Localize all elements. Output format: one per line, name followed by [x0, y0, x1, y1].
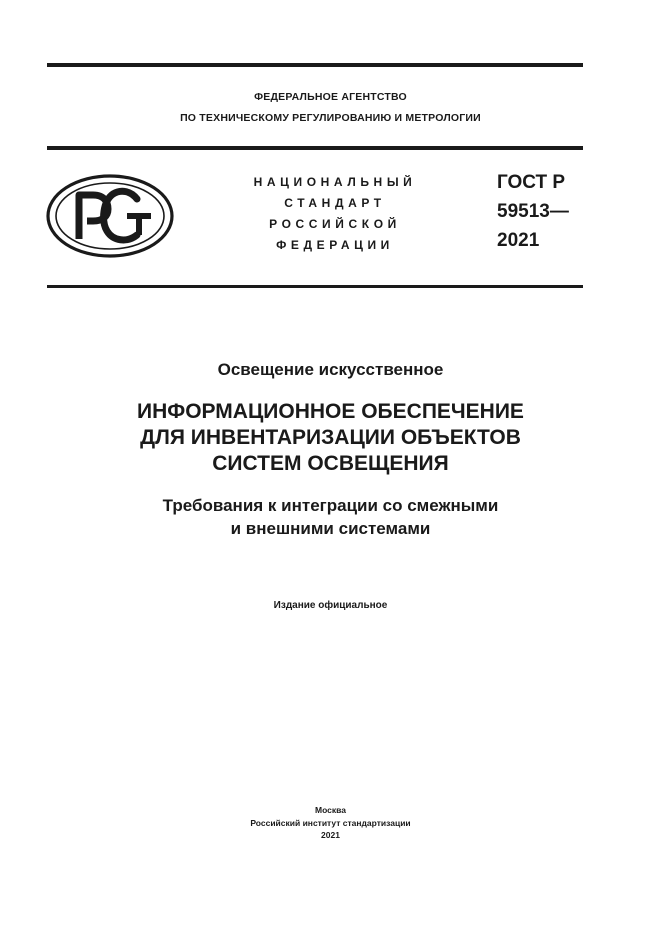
- header-rule: [47, 146, 583, 150]
- title-line-3: СИСТЕМ ОСВЕЩЕНИЯ: [212, 452, 449, 475]
- designation-line-1: ГОСТ Р: [497, 172, 566, 193]
- natstd-line-1: НАЦИОНАЛЬНЫЙ: [253, 175, 417, 189]
- agency-line-1: ФЕДЕРАЛЬНОЕ АГЕНТСТВО: [254, 91, 407, 103]
- designation-line-2: 59513—: [497, 201, 569, 222]
- natstd-line-4: ФЕДЕРАЦИИ: [276, 238, 394, 252]
- publisher-block: [0, 804, 661, 842]
- national-standard-label: [225, 172, 445, 256]
- edition-label: Издание официальное: [273, 600, 388, 611]
- document-title: [0, 399, 661, 477]
- subtitle-line-2: и внешними системами: [230, 519, 431, 538]
- natstd-line-3: РОССИЙСКОЙ: [269, 217, 401, 231]
- publisher-institute: Российский институт стандартизации: [250, 817, 411, 828]
- document-subject: Освещение искусственное: [217, 360, 444, 379]
- agency-line-2: ПО ТЕХНИЧЕСКОМУ РЕГУЛИРОВАНИЮ И МЕТРОЛОГИИ: [180, 112, 481, 124]
- title-line-2: ДЛЯ ИНВЕНТАРИЗАЦИИ ОБЪЕКТОВ: [140, 426, 521, 449]
- top-rule: [47, 63, 583, 67]
- standard-designation: [497, 168, 617, 255]
- publisher-city: Москва: [315, 805, 346, 815]
- subtitle-line-1: Требования к интеграции со смежными: [162, 496, 499, 515]
- designation-line-3: 2021: [497, 230, 540, 251]
- document-subtitle: [0, 494, 661, 540]
- natstd-line-2: СТАНДАРТ: [284, 196, 386, 210]
- title-line-1: ИНФОРМАЦИОННОЕ ОБЕСПЕЧЕНИЕ: [137, 400, 524, 423]
- rst-certification-logo-icon: [45, 173, 175, 264]
- standard-block-rule: [47, 285, 583, 288]
- publisher-year: 2021: [321, 830, 340, 840]
